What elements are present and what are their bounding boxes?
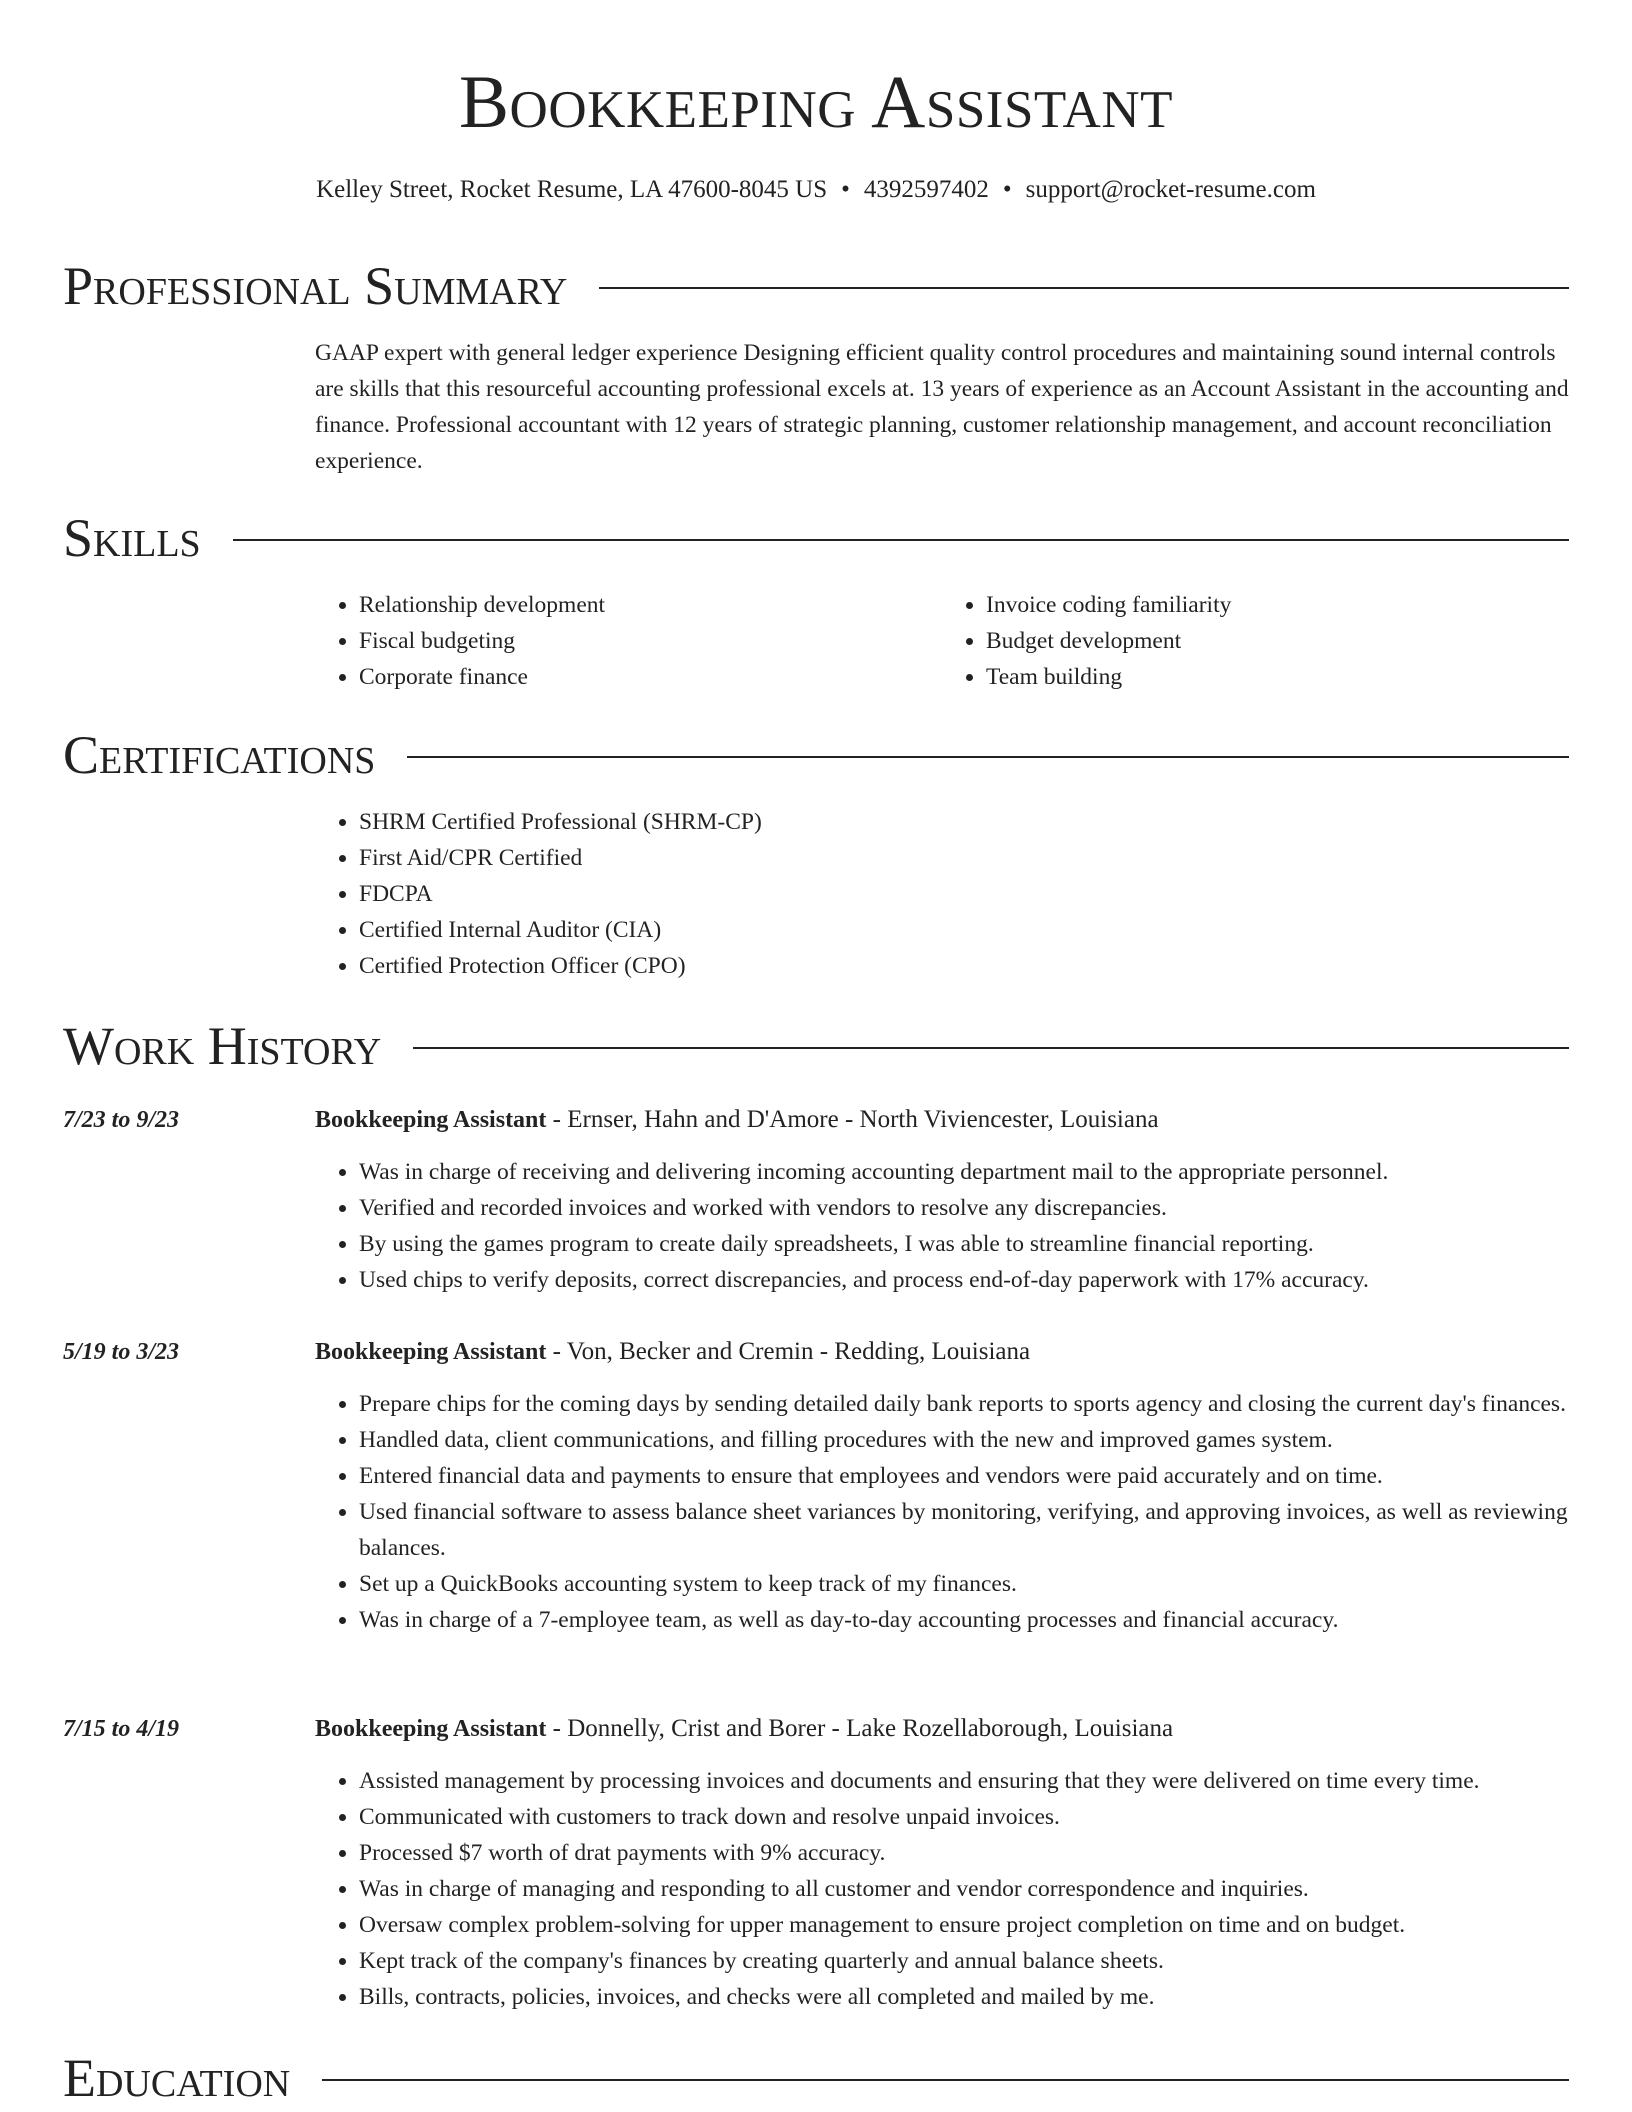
- job-bullet: • Used financial software to assess balance sheet variances by monitoring, verifying, and approving invoices, as well as reviewing balances.: [359, 1494, 1569, 1566]
- skill-item: • Team building: [986, 659, 1569, 695]
- summary-text: GAAP expert with general ledger experience Designing efficient quality control procedures and maintaining sound internal controls are skills that this resourceful accounting professional excels at. 13 years of experience as an Account Assistant in the accounting and finance. Professional accountant with 12 years of strategic planning, customer relationship management, and account reconciliation experience.: [315, 340, 1569, 474]
- job-title: Bookkeeping Assistant: [315, 1339, 547, 1365]
- skill-item: • Budget development: [986, 623, 1569, 659]
- job-heading: [315, 1711, 1569, 1747]
- certifications-list: [315, 804, 1569, 984]
- job-bullet: • Was in charge of managing and responding to all customer and vendor correspondence and inquiries.: [359, 1871, 1569, 1907]
- skill-item: • Invoice coding familiarity: [986, 587, 1569, 623]
- section-divider: [407, 756, 1569, 758]
- certifications-heading: [63, 725, 1569, 785]
- certifications-title: Certifications: [63, 725, 376, 785]
- job-bullet: • Set up a QuickBooks accounting system to keep track of my finances.: [359, 1566, 1569, 1602]
- job-employer: - Donnelly, Crist and Borer - Lake Rozellaborough, Louisiana: [546, 1715, 1174, 1742]
- work-history-title: Work History: [63, 1016, 382, 1076]
- job-employer: - Ernser, Hahn and D'Amore - North Viviencester, Louisiana: [546, 1106, 1159, 1133]
- job-bullet: • By using the games program to create daily spreadsheets, I was able to streamline financial reporting.: [359, 1226, 1569, 1262]
- summary-section: [315, 335, 1569, 479]
- job-bullet: • Was in charge of a 7-employee team, as well as day-to-day accounting processes and financial accuracy.: [359, 1602, 1569, 1638]
- job-bullet: • Processed $7 worth of drat payments with 9% accuracy.: [359, 1835, 1569, 1871]
- work-history-heading: [63, 1016, 1569, 1076]
- certification-item: • SHRM Certified Professional (SHRM-CP): [359, 804, 1569, 840]
- education-heading: [63, 2048, 1569, 2108]
- certifications-section: [315, 804, 1569, 984]
- certification-item: • First Aid/CPR Certified: [359, 840, 1569, 876]
- skills-list-right: [942, 587, 1569, 695]
- section-divider: [322, 2079, 1569, 2081]
- job-bullet: • Oversaw complex problem-solving for upper management to ensure project completion on time and on budget.: [359, 1907, 1569, 1943]
- job-bullet: • Entered financial data and payments to ensure that employees and vendors were paid accurately and on time.: [359, 1458, 1569, 1494]
- job-bullets: [315, 1154, 1569, 1298]
- summary-heading: [63, 256, 1569, 316]
- resume-name: Bookkeeping Assistant: [459, 61, 1173, 144]
- job-bullet: • Communicated with customers to track down and resolve unpaid invoices.: [359, 1799, 1569, 1835]
- job-dates: 5/19 to 3/23: [63, 1339, 180, 1365]
- skills-heading: [63, 508, 1569, 568]
- skill-item: • Relationship development: [359, 587, 942, 623]
- job-bullets: [315, 1763, 1569, 2015]
- job-bullet: • Bills, contracts, policies, invoices, and checks were all completed and mailed by me.: [359, 1979, 1569, 2015]
- job-title: Bookkeeping Assistant: [315, 1107, 547, 1133]
- section-divider: [413, 1047, 1569, 1049]
- job-entry: [315, 1711, 1569, 2015]
- job-bullet: • Assisted management by processing invoices and documents and ensuring that they were delivered on time every time.: [359, 1763, 1569, 1799]
- skills-section: [315, 587, 1569, 695]
- education-title: Education: [63, 2048, 291, 2108]
- contact-separator: •: [1002, 176, 1012, 203]
- certification-item: • Certified Protection Officer (CPO): [359, 948, 1569, 984]
- contact-line: [0, 172, 1632, 208]
- job-bullets: [315, 1386, 1569, 1638]
- job-entry: [315, 1334, 1569, 1638]
- certification-item: • Certified Internal Auditor (CIA): [359, 912, 1569, 948]
- job-bullet: • Handled data, client communications, and filling procedures with the new and improved games system.: [359, 1422, 1569, 1458]
- contact-phone: 4392597402: [863, 176, 989, 203]
- skill-item: • Fiscal budgeting: [359, 623, 942, 659]
- contact-email: support@rocket-resume.com: [1025, 176, 1316, 203]
- certification-item: • FDCPA: [359, 876, 1569, 912]
- job-bullet: • Kept track of the company's finances by creating quarterly and annual balance sheets.: [359, 1943, 1569, 1979]
- job-bullet: • Verified and recorded invoices and worked with vendors to resolve any discrepancies.: [359, 1190, 1569, 1226]
- contact-separator: •: [841, 176, 850, 203]
- summary-title: Professional Summary: [63, 256, 568, 316]
- job-dates: 7/15 to 4/19: [63, 1716, 180, 1742]
- skills-title: Skills: [63, 508, 201, 568]
- job-bullet: • Used chips to verify deposits, correct discrepancies, and process end-of-day paperwork with 17% accuracy.: [359, 1262, 1569, 1298]
- job-title: Bookkeeping Assistant: [315, 1716, 547, 1742]
- contact-address: Kelley Street, Rocket Resume, LA 47600-8045 US: [316, 176, 828, 203]
- job-dates: 7/23 to 9/23: [63, 1107, 180, 1133]
- section-divider: [233, 539, 1569, 541]
- job-entry: [315, 1102, 1569, 1298]
- job-heading: [315, 1334, 1569, 1370]
- job-bullet: • Prepare chips for the coming days by sending detailed daily bank reports to sports agency and closing the current day's finances.: [359, 1386, 1569, 1422]
- job-heading: [315, 1102, 1569, 1138]
- section-divider: [599, 287, 1569, 289]
- skills-list-left: [315, 587, 942, 695]
- job-employer: - Von, Becker and Cremin - Redding, Louisiana: [546, 1338, 1031, 1365]
- skills-grid: [315, 587, 1569, 695]
- skill-item: • Corporate finance: [359, 659, 942, 695]
- job-bullet: • Was in charge of receiving and delivering incoming accounting department mail to the appropriate personnel.: [359, 1154, 1569, 1190]
